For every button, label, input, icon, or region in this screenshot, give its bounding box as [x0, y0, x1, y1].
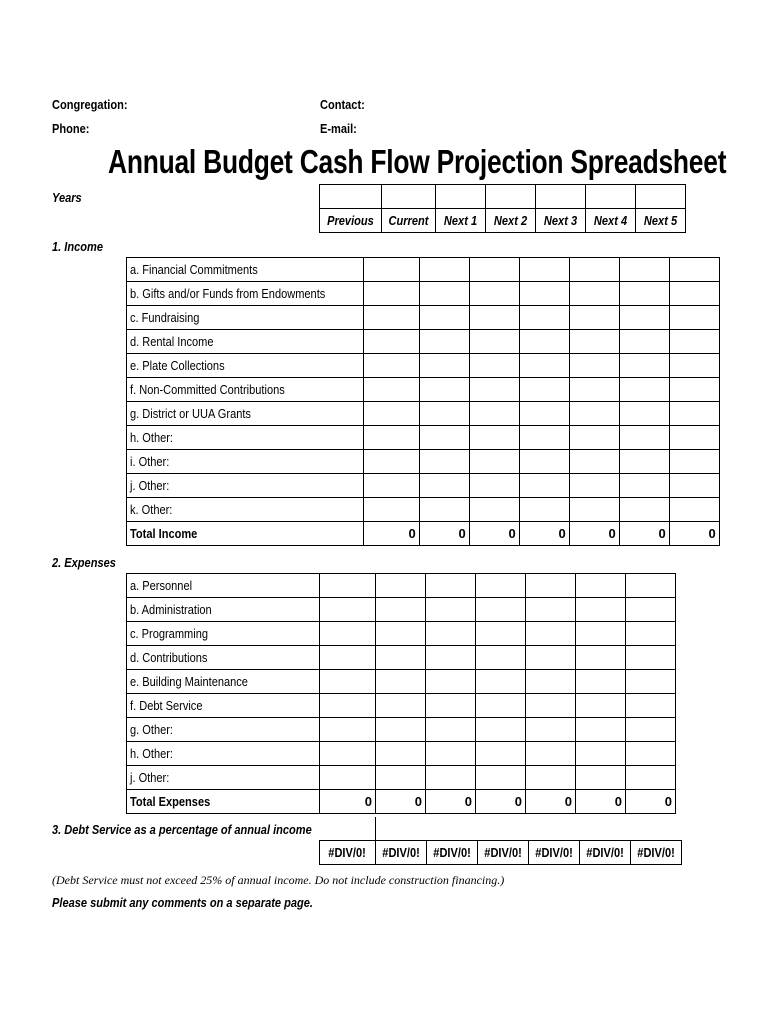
income-value-cell[interactable] — [363, 378, 419, 402]
income-item-label: a. Financial Commitments — [127, 258, 364, 282]
expenses-table — [126, 573, 676, 814]
expenses-value-cell[interactable] — [576, 646, 626, 670]
expenses-value-cell[interactable] — [526, 766, 576, 790]
expenses-value-cell[interactable] — [576, 718, 626, 742]
income-row — [127, 378, 720, 402]
expenses-value-cell[interactable] — [626, 622, 676, 646]
expenses-value-cell[interactable] — [376, 622, 426, 646]
income-value-cell[interactable] — [519, 282, 569, 306]
income-value-cell[interactable] — [363, 426, 419, 450]
income-value-cell[interactable] — [519, 426, 569, 450]
income-value-cell[interactable] — [419, 282, 469, 306]
income-value-cell[interactable] — [363, 282, 419, 306]
income-value-cell[interactable] — [363, 330, 419, 354]
expenses-value-cell[interactable] — [320, 646, 376, 670]
phone-label: Phone: — [52, 121, 90, 136]
expenses-total-cell[interactable]: 0 — [376, 790, 426, 814]
expenses-value-cell[interactable] — [426, 670, 476, 694]
income-value-cell[interactable] — [619, 306, 669, 330]
income-value-cell[interactable] — [519, 354, 569, 378]
income-total-cell[interactable]: 0 — [363, 522, 419, 546]
income-value-cell[interactable] — [669, 306, 719, 330]
expenses-total-row — [127, 790, 676, 814]
income-value-cell[interactable] — [569, 306, 619, 330]
income-value-cell[interactable] — [419, 426, 469, 450]
expenses-value-cell[interactable] — [626, 646, 676, 670]
expenses-value-cell[interactable] — [526, 670, 576, 694]
income-value-cell[interactable] — [669, 354, 719, 378]
column-header: Next 5 — [635, 209, 685, 233]
income-value-cell[interactable] — [519, 474, 569, 498]
expenses-total-cell[interactable]: 0 — [476, 790, 526, 814]
column-header: Next 1 — [435, 209, 485, 233]
expenses-value-cell[interactable] — [576, 670, 626, 694]
income-row — [127, 330, 720, 354]
income-value-cell[interactable] — [363, 306, 419, 330]
expenses-item-label: c. Programming — [127, 622, 320, 646]
income-row — [127, 306, 720, 330]
expenses-value-cell[interactable] — [626, 742, 676, 766]
expenses-total-label: Total Expenses — [127, 790, 320, 814]
income-item-label: g. District or UUA Grants — [127, 402, 364, 426]
expenses-value-cell[interactable] — [426, 766, 476, 790]
expenses-item-label: d. Contributions — [127, 646, 320, 670]
expenses-value-cell[interactable] — [426, 646, 476, 670]
column-header: Previous — [320, 209, 382, 233]
expenses-value-cell[interactable] — [320, 694, 376, 718]
expenses-item-label: a. Personnel — [127, 574, 320, 598]
expenses-value-cell[interactable] — [626, 694, 676, 718]
expenses-heading: 2. Expenses — [52, 555, 116, 570]
expenses-row — [127, 718, 676, 742]
expenses-row — [127, 766, 676, 790]
expenses-row — [127, 742, 676, 766]
expenses-value-cell[interactable] — [476, 766, 526, 790]
expenses-value-cell[interactable] — [576, 598, 626, 622]
income-value-cell[interactable] — [469, 258, 519, 282]
expenses-value-cell[interactable] — [376, 670, 426, 694]
income-total-cell[interactable]: 0 — [619, 522, 669, 546]
income-total-row — [127, 522, 720, 546]
income-value-cell[interactable] — [569, 258, 619, 282]
income-row — [127, 498, 720, 522]
income-value-cell[interactable] — [619, 474, 669, 498]
income-value-cell[interactable] — [419, 450, 469, 474]
debt-spacer-row — [320, 817, 682, 841]
income-value-cell[interactable] — [569, 282, 619, 306]
submit-comments-note: Please submit any comments on a separate page. — [52, 895, 314, 910]
income-row — [127, 426, 720, 450]
income-value-cell[interactable] — [669, 282, 719, 306]
expenses-row — [127, 574, 676, 598]
contact-label: Contact: — [320, 97, 365, 112]
income-value-cell[interactable] — [619, 282, 669, 306]
expenses-value-cell[interactable] — [476, 718, 526, 742]
income-value-cell[interactable] — [569, 474, 619, 498]
debt-value-cell[interactable]: #DIV/0! — [376, 841, 427, 865]
expenses-value-cell[interactable] — [476, 574, 526, 598]
debt-value-cell[interactable]: #DIV/0! — [529, 841, 580, 865]
expenses-value-cell[interactable] — [376, 718, 426, 742]
expenses-value-cell[interactable] — [626, 766, 676, 790]
income-value-cell[interactable] — [469, 282, 519, 306]
income-table — [126, 257, 720, 546]
column-header: Next 3 — [535, 209, 585, 233]
expenses-total-cell[interactable]: 0 — [626, 790, 676, 814]
income-total-cell[interactable]: 0 — [569, 522, 619, 546]
years-label: Years — [52, 190, 82, 205]
header-spacer-row — [320, 185, 686, 209]
expenses-value-cell[interactable] — [320, 742, 376, 766]
expenses-total-cell[interactable]: 0 — [526, 790, 576, 814]
debt-value-cell[interactable]: #DIV/0! — [320, 841, 376, 865]
income-value-cell[interactable] — [363, 354, 419, 378]
expenses-value-cell[interactable] — [526, 646, 576, 670]
expenses-item-label: j. Other: — [127, 766, 320, 790]
income-value-cell[interactable] — [519, 378, 569, 402]
expenses-value-cell[interactable] — [376, 766, 426, 790]
income-value-cell[interactable] — [363, 498, 419, 522]
expenses-value-cell[interactable] — [526, 598, 576, 622]
income-value-cell[interactable] — [419, 354, 469, 378]
income-value-cell[interactable] — [619, 450, 669, 474]
expenses-value-cell[interactable] — [626, 718, 676, 742]
expenses-value-cell[interactable] — [576, 742, 626, 766]
income-value-cell[interactable] — [519, 402, 569, 426]
debt-value-row — [320, 841, 682, 865]
income-value-cell[interactable] — [569, 498, 619, 522]
income-item-label: d. Rental Income — [127, 330, 364, 354]
income-item-label: k. Other: — [127, 498, 364, 522]
expenses-value-cell[interactable] — [526, 694, 576, 718]
expenses-value-cell[interactable] — [426, 574, 476, 598]
income-value-cell[interactable] — [519, 306, 569, 330]
expenses-value-cell[interactable] — [320, 574, 376, 598]
expenses-value-cell[interactable] — [576, 574, 626, 598]
income-item-label: f. Non-Committed Contributions — [127, 378, 364, 402]
income-value-cell[interactable] — [619, 378, 669, 402]
expenses-value-cell[interactable] — [476, 694, 526, 718]
email-label: E-mail: — [320, 121, 357, 136]
income-value-cell[interactable] — [619, 258, 669, 282]
income-value-cell[interactable] — [569, 330, 619, 354]
income-value-cell[interactable] — [469, 330, 519, 354]
income-value-cell[interactable] — [619, 426, 669, 450]
income-value-cell[interactable] — [519, 258, 569, 282]
expenses-item-label: e. Building Maintenance — [127, 670, 320, 694]
income-value-cell[interactable] — [363, 450, 419, 474]
income-value-cell[interactable] — [619, 354, 669, 378]
income-value-cell[interactable] — [419, 378, 469, 402]
income-row — [127, 282, 720, 306]
income-value-cell[interactable] — [519, 498, 569, 522]
expenses-value-cell[interactable] — [476, 646, 526, 670]
income-row — [127, 402, 720, 426]
income-value-cell[interactable] — [419, 474, 469, 498]
page-title: Annual Budget Cash Flow Projection Spreadsheet — [108, 143, 727, 180]
expenses-total-cell[interactable]: 0 — [426, 790, 476, 814]
income-row — [127, 354, 720, 378]
expenses-value-cell[interactable] — [476, 742, 526, 766]
income-value-cell[interactable] — [469, 450, 519, 474]
income-row — [127, 258, 720, 282]
income-value-cell[interactable] — [419, 498, 469, 522]
expenses-value-cell[interactable] — [320, 622, 376, 646]
income-value-cell[interactable] — [469, 474, 519, 498]
income-value-cell[interactable] — [469, 498, 519, 522]
income-value-cell[interactable] — [669, 258, 719, 282]
income-item-label: h. Other: — [127, 426, 364, 450]
income-item-label: i. Other: — [127, 450, 364, 474]
income-total-cell[interactable]: 0 — [469, 522, 519, 546]
income-value-cell[interactable] — [619, 330, 669, 354]
debt-service-note: (Debt Service must not exceed 25% of annual income. Do not include construction financing.) — [52, 873, 505, 887]
debt-value-cell[interactable]: #DIV/0! — [631, 841, 682, 865]
expenses-value-cell[interactable] — [426, 718, 476, 742]
income-row — [127, 474, 720, 498]
income-value-cell[interactable] — [363, 258, 419, 282]
income-value-cell[interactable] — [469, 426, 519, 450]
income-row — [127, 450, 720, 474]
expenses-item-label: b. Administration — [127, 598, 320, 622]
expenses-value-cell[interactable] — [320, 598, 376, 622]
expenses-value-cell[interactable] — [320, 670, 376, 694]
expenses-value-cell[interactable] — [526, 574, 576, 598]
expenses-row — [127, 622, 676, 646]
income-value-cell[interactable] — [419, 258, 469, 282]
income-value-cell[interactable] — [419, 306, 469, 330]
expenses-value-cell[interactable] — [426, 742, 476, 766]
expenses-value-cell[interactable] — [320, 718, 376, 742]
expenses-value-cell[interactable] — [376, 598, 426, 622]
debt-table — [319, 817, 682, 865]
income-value-cell[interactable] — [669, 402, 719, 426]
expenses-row — [127, 646, 676, 670]
income-value-cell[interactable] — [519, 450, 569, 474]
expenses-item-label: h. Other: — [127, 742, 320, 766]
debt-value-cell[interactable]: #DIV/0! — [478, 841, 529, 865]
income-item-label: b. Gifts and/or Funds from Endowments — [127, 282, 364, 306]
income-value-cell[interactable] — [363, 402, 419, 426]
expenses-value-cell[interactable] — [576, 622, 626, 646]
income-value-cell[interactable] — [363, 474, 419, 498]
expenses-row — [127, 694, 676, 718]
expenses-value-cell[interactable] — [576, 694, 626, 718]
income-value-cell[interactable] — [619, 498, 669, 522]
expenses-value-cell[interactable] — [626, 598, 676, 622]
income-value-cell[interactable] — [669, 330, 719, 354]
expenses-value-cell[interactable] — [526, 622, 576, 646]
expenses-value-cell[interactable] — [426, 694, 476, 718]
income-value-cell[interactable] — [669, 378, 719, 402]
expenses-value-cell[interactable] — [476, 622, 526, 646]
expenses-value-cell[interactable] — [426, 622, 476, 646]
expenses-value-cell[interactable] — [376, 742, 426, 766]
expenses-value-cell[interactable] — [576, 766, 626, 790]
income-value-cell[interactable] — [569, 426, 619, 450]
income-value-cell[interactable] — [669, 426, 719, 450]
expenses-total-cell[interactable]: 0 — [320, 790, 376, 814]
expenses-value-cell[interactable] — [476, 598, 526, 622]
income-item-label: j. Other: — [127, 474, 364, 498]
expenses-value-cell[interactable] — [476, 670, 526, 694]
expenses-value-cell[interactable] — [626, 574, 676, 598]
income-value-cell[interactable] — [469, 354, 519, 378]
income-value-cell[interactable] — [569, 378, 619, 402]
expenses-value-cell[interactable] — [626, 670, 676, 694]
expenses-row — [127, 670, 676, 694]
income-value-cell[interactable] — [619, 402, 669, 426]
expenses-row — [127, 598, 676, 622]
income-value-cell[interactable] — [469, 378, 519, 402]
income-value-cell[interactable] — [569, 450, 619, 474]
column-header: Next 2 — [485, 209, 535, 233]
income-value-cell[interactable] — [419, 402, 469, 426]
income-value-cell[interactable] — [419, 330, 469, 354]
column-header-table — [319, 184, 686, 233]
expenses-value-cell[interactable] — [526, 718, 576, 742]
income-value-cell[interactable] — [569, 354, 619, 378]
income-heading: 1. Income — [52, 239, 103, 254]
debt-heading: 3. Debt Service as a percentage of annual income — [52, 822, 312, 837]
income-value-cell[interactable] — [469, 306, 519, 330]
income-total-label: Total Income — [127, 522, 364, 546]
income-item-label: c. Fundraising — [127, 306, 364, 330]
expenses-item-label: f. Debt Service — [127, 694, 320, 718]
income-value-cell[interactable] — [669, 498, 719, 522]
expenses-value-cell[interactable] — [376, 694, 426, 718]
column-header-row — [320, 209, 686, 233]
expenses-item-label: g. Other: — [127, 718, 320, 742]
income-value-cell[interactable] — [519, 330, 569, 354]
congregation-label: Congregation: — [52, 97, 128, 112]
income-item-label: e. Plate Collections — [127, 354, 364, 378]
debt-value-cell[interactable]: #DIV/0! — [580, 841, 631, 865]
income-total-cell[interactable]: 0 — [669, 522, 719, 546]
debt-value-cell[interactable]: #DIV/0! — [427, 841, 478, 865]
income-value-cell[interactable] — [669, 474, 719, 498]
income-value-cell[interactable] — [569, 402, 619, 426]
expenses-value-cell[interactable] — [426, 598, 476, 622]
expenses-value-cell[interactable] — [320, 766, 376, 790]
expenses-value-cell[interactable] — [376, 574, 426, 598]
income-value-cell[interactable] — [669, 450, 719, 474]
column-header: Next 4 — [585, 209, 635, 233]
expenses-value-cell[interactable] — [526, 742, 576, 766]
expenses-value-cell[interactable] — [376, 646, 426, 670]
column-header: Current — [381, 209, 435, 233]
income-total-cell[interactable]: 0 — [419, 522, 469, 546]
income-total-cell[interactable]: 0 — [519, 522, 569, 546]
expenses-total-cell[interactable]: 0 — [576, 790, 626, 814]
income-value-cell[interactable] — [469, 402, 519, 426]
